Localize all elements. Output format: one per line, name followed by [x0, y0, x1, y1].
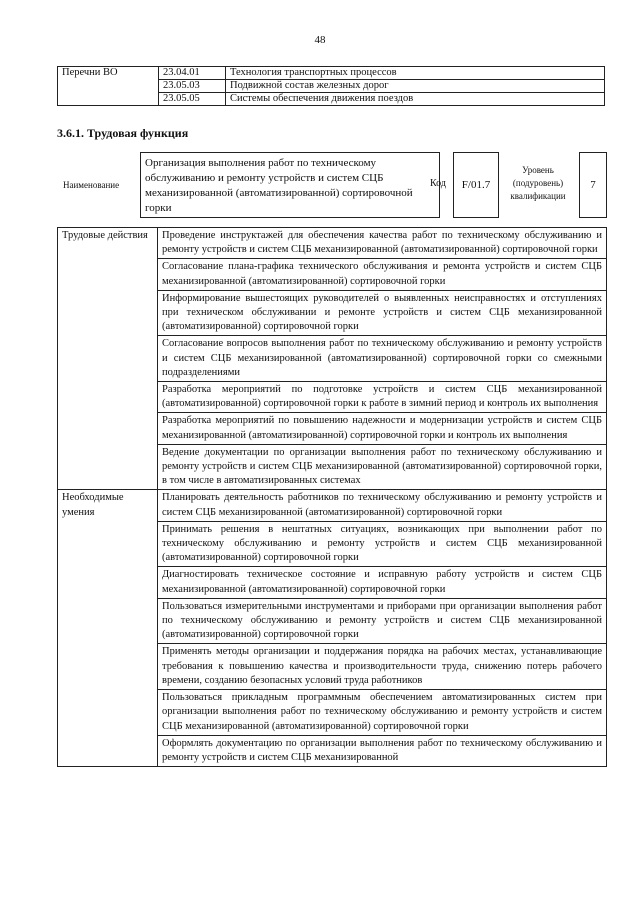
skill-item: Принимать решения в нештатных ситуациях, возникающих при выполнении работ по техническому обслуживанию и ремонту устройств и систем СЦБ механизированной (автоматизированной) сортировочной горки — [158, 521, 607, 567]
labor-function-table — [57, 227, 607, 767]
function-name: Организация выполнения работ по техническому обслуживанию и ремонту устройств и систем СЦБ механизированной (автоматизированной) сортировочной горки — [140, 152, 440, 218]
programs-label: Перечни ВО — [58, 67, 159, 106]
labor-action-item: Проведение инструктажей для обеспечения качества работ по техническому обслуживанию и ремонту устройств и систем СЦБ механизированной (автоматизированной) сортировочной горки — [158, 228, 607, 259]
table-row — [58, 490, 607, 521]
education-programs-table — [57, 66, 605, 106]
skill-item: Пользоваться прикладным программным обеспечением автоматизированных систем при организации выполнения работ по техническому обслуживанию и ремонту устройств и систем СЦБ механизированной (автоматизированной) сортировочной горки — [158, 690, 607, 736]
labor-function-header — [57, 152, 607, 220]
qualification-level: 7 — [579, 152, 607, 218]
page-number: 48 — [314, 34, 326, 46]
program-code: 23.05.05 — [159, 93, 226, 106]
section-title: 3.6.1. Трудовая функция — [57, 126, 189, 140]
program-name: Технология транспортных процессов — [226, 67, 605, 80]
skill-item: Планировать деятельность работников по техническому обслуживанию и ремонту устройств и систем СЦБ механизированной (автоматизированной) сортировочной горки — [158, 490, 607, 521]
level-label: Уровень (подуровень) квалификации — [510, 165, 566, 201]
program-name: Системы обеспечения движения поездов — [226, 93, 605, 106]
code-label: Код — [430, 178, 446, 189]
labor-action-item: Информирование вышестоящих руководителей о выявленных неисправностях и отступлениях при техническом обслуживании и ремонте устройств и систем СЦБ механизированной (автоматизированной) сортировочной горки — [158, 290, 607, 336]
program-code: 23.04.01 — [159, 67, 226, 80]
labor-actions-label: Трудовые действия — [58, 228, 158, 490]
table-row — [58, 67, 605, 80]
labor-action-item: Согласование плана-графика технического обслуживания и ремонта устройств и систем СЦБ механизированной (автоматизированной) сортировочной горки — [158, 259, 607, 290]
skill-item: Применять методы организации и поддержания порядка на рабочих местах, устанавливающие требования к повышению качества и производительности труда, снижению потерь рабочего времени, созданию безопасных условий труда работников — [158, 644, 607, 690]
skill-item: Пользоваться измерительными инструментами и приборами при организации выполнения работ по техническому обслуживанию и ремонту устройств и систем СЦБ механизированной (автоматизированной) сортировочной горки — [158, 598, 607, 644]
labor-action-item: Ведение документации по организации выполнения работ по техническому обслуживанию и ремонту устройств и систем СЦБ механизированной (автоматизированной) сортировочной горки, в том числе в автоматизированных системах — [158, 444, 607, 490]
skill-item: Оформлять документацию по организации выполнения работ по техническому обслуживанию и ремонту устройств и систем СЦБ механизированной — [158, 735, 607, 766]
skills-label: Необходимые умения — [58, 490, 158, 767]
table-row — [58, 228, 607, 259]
program-name: Подвижной состав железных дорог — [226, 80, 605, 93]
function-code: F/01.7 — [453, 152, 499, 218]
skill-item: Диагностировать техническое состояние и исправную работу устройств и систем СЦБ механизированной (автоматизированной) сортировочной горки — [158, 567, 607, 598]
labor-action-item: Разработка мероприятий по подготовке устройств и систем СЦБ механизированной (автоматизированной) сортировочной горки к работе в зимний период и контроль их выполнения — [158, 382, 607, 413]
name-label: Наименование — [63, 180, 120, 190]
labor-action-item: Согласование вопросов выполнения работ по техническому обслуживанию и ремонту устройств и систем СЦБ механизированной (автоматизированной) сортировочной горки со смежными подразделениями — [158, 336, 607, 382]
program-code: 23.05.03 — [159, 80, 226, 93]
labor-action-item: Разработка мероприятий по повышению надежности и модернизации устройств и систем СЦБ механизированной (автоматизированной) сортировочной горки и контроль их выполнения — [158, 413, 607, 444]
